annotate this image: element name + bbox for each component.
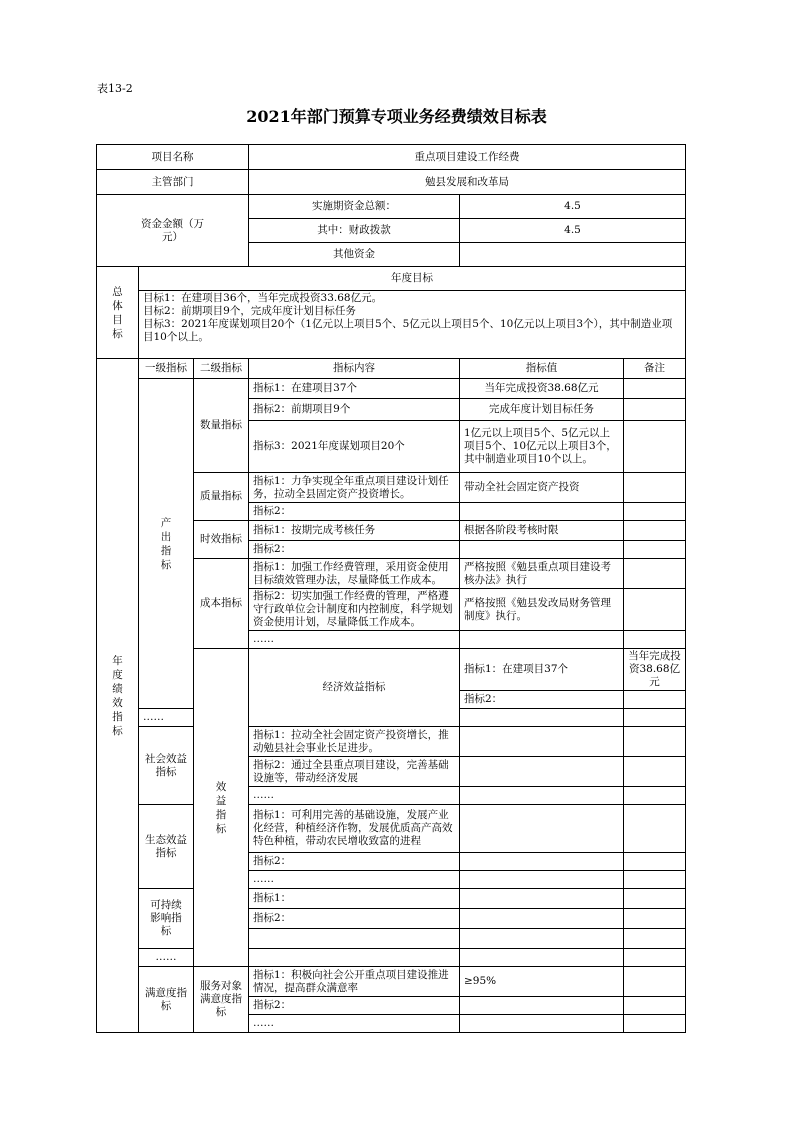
table-row — [97, 889, 686, 909]
indicator-content: 指标2：切实加强工作经费的管理，严格遵守行政单位会计制度和内控制度，科学规划资金使用计划，尽量降低工作成本。 — [249, 589, 460, 631]
quantity-indicator-label: 数量指标 — [194, 379, 249, 473]
indicator-value: 严格按照《勉县重点项目建设考核办法》执行 — [460, 559, 624, 589]
indicator-value — [460, 503, 624, 521]
indicator-content: 指标1：可利用完善的基础设施，发展产业化经营，种植经济作物，发展优质高产高效特色种植，带动农民增收致富的进程 — [249, 805, 460, 853]
indicator-remark — [624, 399, 686, 421]
output-indicator-label-text: 产出指标 — [160, 516, 172, 571]
department-label: 主管部门 — [97, 170, 249, 195]
indicator-value: 1亿元以上项目5个、5亿元以上项目5个、10亿元以上项目3个，其中制造业项目10个以上。 — [460, 421, 624, 473]
annual-performance-label-text: 年度绩效指标 — [112, 654, 123, 737]
indicator-remark — [624, 889, 686, 909]
project-name-value: 重点项目建设工作经费 — [249, 145, 686, 170]
overall-goal-text-row — [97, 291, 686, 359]
page-title: 2021年部门预算专项业务经费绩效目标表 — [246, 107, 547, 126]
indicator-content: …… — [249, 631, 460, 649]
indicator-remark — [624, 787, 686, 805]
indicator-content: 指标2：前期项目9个 — [249, 399, 460, 421]
sustainable-indicator-label-text: 可持续影响指标 — [150, 899, 182, 937]
indicator-content: 指标1：在建项目37个 — [249, 379, 460, 399]
overall-goal-label-text: 总体目标 — [112, 285, 123, 340]
timeliness-indicator-label: 时效指标 — [194, 521, 249, 559]
indicator-remark — [624, 805, 686, 853]
performance-target-table — [96, 144, 686, 1033]
indicator-content: 指标2： — [249, 909, 460, 929]
indicator-content — [249, 949, 460, 967]
economic-indicator-label: 经济效益指标 — [249, 649, 460, 727]
ecological-indicator-label: 生态效益指标 — [139, 805, 194, 889]
indicator-content: …… — [249, 871, 460, 889]
header-content: 指标内容 — [249, 359, 460, 379]
indicator-content: 指标1： — [249, 889, 460, 909]
funds-total-label: 实施期资金总额： — [249, 195, 460, 219]
table-number: 表13-2 — [97, 82, 133, 95]
indicator-value: 当年完成投资38.68亿元 — [460, 379, 624, 399]
indicator-remark — [624, 559, 686, 589]
indicator-remark — [624, 1015, 686, 1033]
table-row — [97, 949, 686, 967]
funds-row — [97, 195, 686, 219]
quality-indicator-label: 质量指标 — [194, 473, 249, 521]
funds-other-value — [460, 243, 686, 267]
indicator-remark — [624, 949, 686, 967]
indicator-value: 当年完成投资38.68亿元 — [624, 649, 686, 691]
indicator-content: 指标1：积极向社会公开重点项目建设推进情况，提高群众满意率 — [249, 967, 460, 997]
indicator-content: …… — [249, 787, 460, 805]
indicator-content: 指标2： — [249, 503, 460, 521]
header-level1: 一级指标 — [139, 359, 194, 379]
table-row — [97, 727, 686, 757]
output-indicator-label — [139, 379, 194, 709]
indicator-value — [460, 631, 624, 649]
indicator-remark — [624, 541, 686, 559]
indicator-value: 完成年度计划目标任务 — [460, 399, 624, 421]
indicator-content: 指标1：按期完成考核任务 — [249, 521, 460, 541]
indicator-value: ≥95% — [460, 967, 624, 997]
overall-goal-header-row — [97, 267, 686, 291]
funds-total-value: 4.5 — [460, 195, 686, 219]
indicator-remark — [624, 929, 686, 949]
indicator-remark — [624, 727, 686, 757]
indicator-remark — [624, 709, 686, 727]
indicator-content: …… — [249, 1015, 460, 1033]
indicator-value — [460, 805, 624, 853]
indicator-value — [460, 949, 624, 967]
funds-label — [97, 195, 249, 267]
indicator-remark — [624, 967, 686, 997]
indicator-content: 指标2：通过全县重点项目建设，完善基础设施等，带动经济发展 — [249, 757, 460, 787]
indicator-content: 指标1：力争实现全年重点项目建设计划任务，拉动全县固定资产投资增长。 — [249, 473, 460, 503]
overall-goal-text: 目标1：在建项目36个，当年完成投资33.68亿元。 目标2：前期项目9个，完成年度计划目标任务 目标3：2021年度谋划项目20个（1亿元以上项目5个、5亿元以上项目5个、10亿元以上项目3个），其中制造业项目10个以上。 — [139, 291, 686, 359]
funds-fiscal-value: 4.5 — [460, 219, 686, 243]
table-row — [97, 379, 686, 399]
indicator-remark — [624, 853, 686, 871]
department-row — [97, 170, 686, 195]
service-satisfaction-label-text: 服务对象满意度指标 — [200, 980, 242, 1018]
indicator-value — [460, 1015, 624, 1033]
indicator-content — [249, 929, 460, 949]
header-level2: 二级指标 — [194, 359, 249, 379]
indicator-value — [460, 997, 624, 1015]
indicator-value: 带动全社会固定资产投资 — [460, 473, 624, 503]
indicator-value — [460, 853, 624, 871]
sustainable-ellipsis: …… — [139, 949, 194, 967]
indicator-remark — [624, 421, 686, 473]
indicator-content: 指标3：2021年度谋划项目20个 — [249, 421, 460, 473]
indicator-value: 严格按照《勉县发改局财务管理制度》执行。 — [460, 589, 624, 631]
benefit-indicator-label-text: 效益指标 — [215, 780, 227, 835]
indicator-content: 指标1：在建项目37个 — [460, 649, 624, 691]
indicator-value — [460, 709, 624, 727]
indicator-value — [460, 909, 624, 929]
indicator-value — [460, 757, 624, 787]
indicator-content: 指标1：加强工作经费管理，采用资金使用目标绩效管理办法，尽量降低工作成本。 — [249, 559, 460, 589]
service-satisfaction-label — [194, 967, 249, 1033]
indicator-remark — [624, 871, 686, 889]
indicator-content: …… — [139, 709, 194, 727]
indicator-remark — [624, 503, 686, 521]
header-value: 指标值 — [460, 359, 624, 379]
table-row — [97, 805, 686, 853]
indicator-content: 指标2： — [249, 541, 460, 559]
indicator-content: 指标2： — [249, 853, 460, 871]
annual-performance-label — [97, 359, 139, 1033]
indicator-value — [460, 889, 624, 909]
indicator-value: 根据各阶段考核时限 — [460, 521, 624, 541]
indicator-remark — [624, 379, 686, 399]
funds-other-label: 其他资金 — [249, 243, 460, 267]
indicator-remark — [624, 997, 686, 1015]
satisfaction-indicator-label — [139, 967, 194, 1033]
indicator-content: 指标2： — [249, 997, 460, 1015]
header-remark: 备注 — [624, 359, 686, 379]
indicator-value — [624, 691, 686, 709]
indicator-remark — [624, 521, 686, 541]
overall-goal-label — [97, 267, 139, 359]
indicator-remark — [624, 631, 686, 649]
indicator-remark — [624, 757, 686, 787]
annual-goal-header: 年度目标 — [139, 267, 686, 291]
project-name-row — [97, 145, 686, 170]
indicator-remark — [624, 909, 686, 929]
funds-label-text: 资金金额（万元） — [141, 217, 204, 243]
funds-fiscal-label: 其中：财政拨款 — [249, 219, 460, 243]
satisfaction-indicator-label-text: 满意度指标 — [145, 986, 187, 1012]
cost-indicator-label: 成本指标 — [194, 559, 249, 649]
perf-header-row — [97, 359, 686, 379]
indicator-value — [460, 787, 624, 805]
indicator-value — [460, 929, 624, 949]
project-name-label: 项目名称 — [97, 145, 249, 170]
social-indicator-label: 社会效益指标 — [139, 727, 194, 805]
sustainable-indicator-label — [139, 889, 194, 949]
indicator-remark — [624, 589, 686, 631]
indicator-value — [460, 871, 624, 889]
benefit-indicator-label — [194, 649, 249, 967]
indicator-value — [460, 541, 624, 559]
table-row — [97, 967, 686, 997]
indicator-content: 指标1：拉动全社会固定资产投资增长，推动勉县社会事业长足进步。 — [249, 727, 460, 757]
department-value: 勉县发展和改革局 — [249, 170, 686, 195]
indicator-content: 指标2： — [460, 691, 624, 709]
indicator-value — [460, 727, 624, 757]
indicator-remark — [624, 473, 686, 503]
